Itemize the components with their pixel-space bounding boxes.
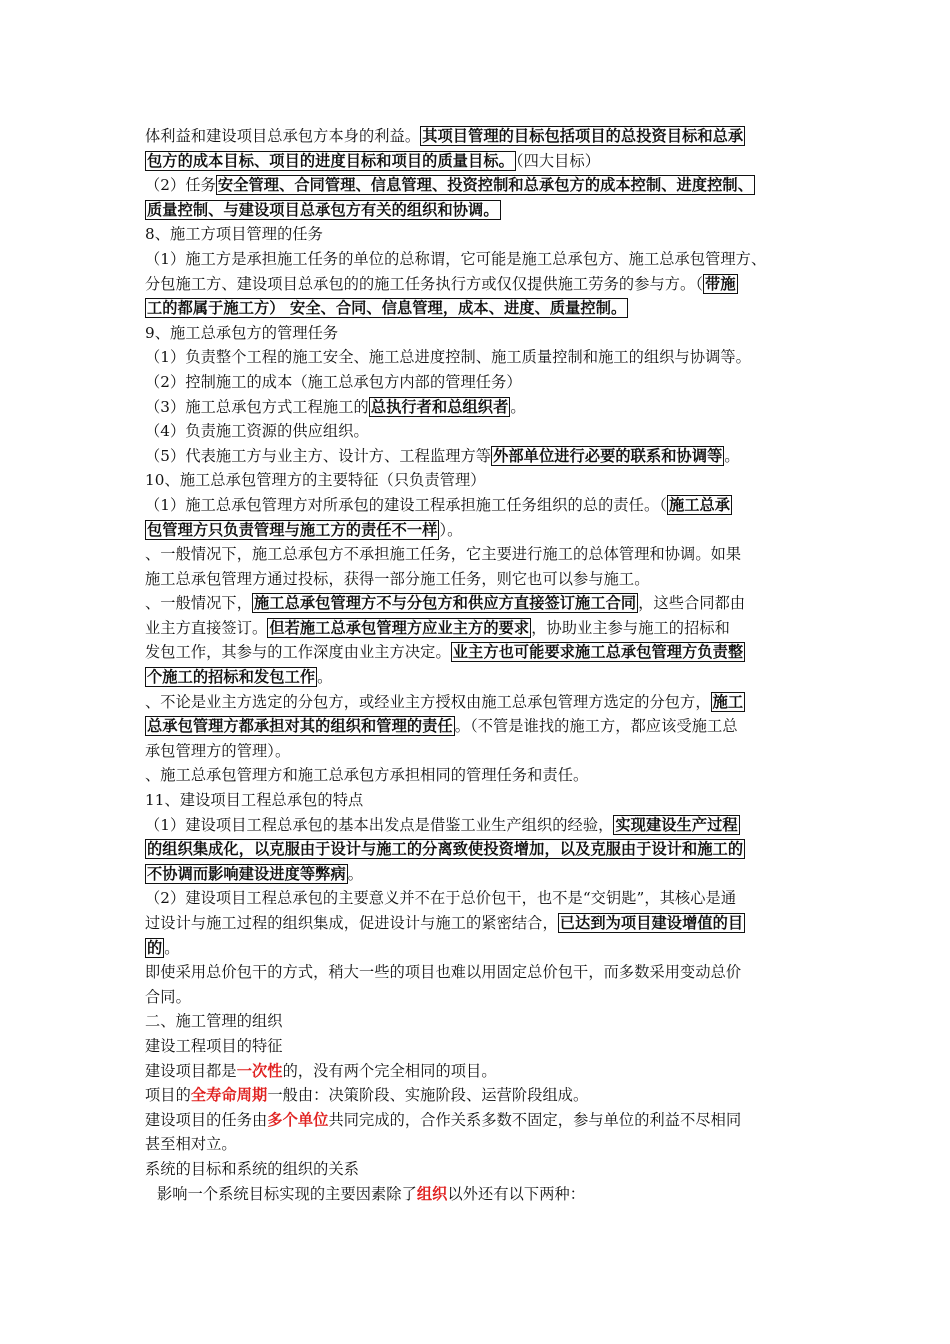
red-emphasis: 一次性 [236,1061,283,1080]
plain-text: 。 [317,668,333,687]
plain-text: 的，没有两个完全相同的项目。 [282,1061,497,1080]
text-line [145,690,813,715]
boxed-highlight: 施工 [712,692,744,711]
boxed-highlight: 总执行者和总组织者 [370,397,509,416]
boxed-highlight: 的组织集成化，以克服由于设计与施工的分离致使投资增加，以及克服由于设计和施工的 [147,840,744,859]
text-line [145,444,813,469]
red-emphasis: 全寿命周期 [190,1086,268,1105]
text-line [145,1132,813,1157]
plain-text: （1）负责整个工程的施工安全、施工总进度控制、施工质量控制和施工的组织与协调等。 [145,348,751,367]
red-emphasis: 组织 [416,1184,448,1203]
plain-text: 业主方直接签订。 [145,618,268,637]
document-page [145,124,813,1206]
plain-text: 9、施工总承包方的管理任务 [145,323,339,342]
boxed-highlight: 带施 [705,274,736,293]
text-line [145,518,813,543]
plain-text: 二、施工管理的组织 [145,1012,283,1031]
text-line [145,370,813,395]
text-line [145,173,813,198]
text-line [145,739,813,764]
text-line [145,862,813,887]
text-line [145,149,813,174]
text-line [145,985,813,1010]
text-line [145,321,813,346]
plain-text: ）。 [439,520,463,539]
text-line [145,1034,813,1059]
plain-text: 施工总承包管理方通过投标，获得一部分施工任务，则它也可以参与施工。 [145,569,650,588]
text-line [145,567,813,592]
text-line [145,1157,813,1182]
plain-text: （1）建设项目工程总承包的基本出发点是借鉴工业生产组织的经验， [145,815,614,834]
text-line [145,1009,813,1034]
text-line [145,960,813,985]
text-line [145,788,813,813]
text-line [145,247,813,272]
text-line [145,813,813,838]
boxed-highlight: 工的都属于施工方） 安全、合同、信息管理，成本、进度、质量控制。 [147,299,627,318]
boxed-highlight: 个施工的招标和发包工作 [147,668,316,687]
text-line [145,468,813,493]
plain-text: （5）代表施工方与业主方、设计方、工程监理方等 [145,446,492,465]
plain-text: 合同。 [145,987,191,1006]
plain-text: 即使采用总价包干的方式，稍大一些的项目也难以用固定总价包干，而多数采用变动总价 [145,963,742,982]
plain-text: 发包工作，其参与的工作深度由业主方决定。 [145,643,451,662]
plain-text: 体利益和建设项目总承包方本身的利益。 [145,127,421,145]
plain-text: （1）施工方是承担施工任务的单位的总称谓，它可能是施工总承包方、施工总承包管理方、 [145,249,767,268]
plain-text: （4）负责施工资源的供应组织。 [145,422,369,441]
plain-text: 共同完成的，合作关系多数不固定，参与单位的利益不尽相同 [328,1110,742,1129]
red-emphasis: 多个单位 [267,1110,329,1129]
plain-text: 过设计与施工过程的组织集成，促进设计与施工的紧密结合， [145,914,558,932]
plain-text: 影响一个系统目标实现的主要因素除了 [157,1184,417,1203]
text-line [145,419,813,444]
boxed-highlight: 包管理方只负责管理与施工方的责任不一样 [147,520,438,539]
text-line [145,763,813,788]
plain-text: （2）建设项目工程总承包的主要意义并不在于总价包干，也不是“交钥匙”，其核心是通 [145,889,737,908]
boxed-highlight: 外部单位进行必要的联系和协调等 [493,446,723,465]
plain-text: 建设项目都是 [145,1061,237,1080]
text-line [145,714,813,739]
boxed-highlight: 安全管理、合同管理、信息管理、投资控制和总承包方的成本控制、进度控制、 [217,176,753,195]
plain-text: 、一般情况下， [145,594,253,613]
plain-text: 甚至相对立。 [145,1135,237,1154]
boxed-highlight: 不协调而影响建设进度等弊病 [147,864,346,883]
plain-text: （四大目标） [515,151,601,170]
text-line [145,222,813,247]
plain-text: ，协助业主参与施工的招标和 [531,618,730,637]
plain-text: （2）任务 [145,176,216,195]
plain-text: ，这些合同都由 [638,594,746,613]
boxed-highlight: 但若施工总承包管理方应业主方的要求 [269,618,530,637]
plain-text: 承包管理方的管理）。 [145,741,291,760]
plain-text: 、一般情况下，施工总承包方不承担施工任务，它主要进行施工的总体管理和协调。如果 [145,545,742,564]
boxed-highlight: 施工总承包管理方不与分包方和供应方直接签订施工合同 [254,594,637,613]
text-line [145,542,813,567]
plain-text: 建设工程项目的特征 [145,1036,283,1055]
plain-text: 10、施工总承包管理方的主要特征（只负责管理） [145,471,486,490]
boxed-highlight: 其项目管理的目标包括项目的总投资目标和总承 [422,127,744,145]
plain-text: 建设项目的任务由 [145,1110,268,1129]
plain-text: 。（不管是谁找的施工方，都应该受施工总 [454,717,738,736]
boxed-highlight: 施工总承 [668,495,731,514]
plain-text: 。 [164,938,180,957]
text-line [145,395,813,420]
text-line [145,837,813,862]
text-line [145,616,813,641]
plain-text: 。 [510,397,526,416]
plain-text: 8、施工方项目管理的任务 [145,225,323,244]
text-line [145,1108,813,1133]
text-line [145,198,813,223]
plain-text: 。 [724,446,740,465]
text-line [145,911,813,936]
plain-text: 、不论是业主方选定的分包方，或经业主方授权由施工总承包管理方选定的分包方， [145,692,711,711]
text-line [145,1182,813,1207]
text-line [145,936,813,961]
plain-text: （2）控制施工的成本（施工总承包方内部的管理任务） [145,372,522,391]
plain-text: 。 [347,864,364,883]
plain-text: 项目的 [145,1086,191,1105]
text-line [145,886,813,911]
text-line [145,1059,813,1084]
plain-text: （1）施工总承包管理方对所承包的建设工程承担施工任务组织的总的责任。（ [145,495,667,514]
plain-text: 、施工总承包管理方和施工总承包方承担相同的管理任务和责任。 [145,766,589,785]
boxed-highlight: 已达到为项目建设增值的目 [559,914,744,932]
boxed-highlight: 包方的成本目标、项目的进度目标和项目的质量目标。 [147,151,514,170]
text-line [145,493,813,518]
boxed-highlight: 总承包管理方都承担对其的组织和管理的责任 [147,717,453,736]
plain-text: 以外还有以下两种： [447,1184,586,1203]
boxed-highlight: 质量控制、与建设项目总承包方有关的组织和协调。 [147,200,499,219]
plain-text: 11、建设项目工程总承包的特点 [145,791,364,810]
boxed-highlight: 实现建设生产过程 [615,815,738,834]
text-line [145,272,813,297]
plain-text: （3）施工总承包方式工程施工的 [145,397,369,416]
text-line [145,591,813,616]
text-line [145,345,813,370]
plain-text: 一般由：决策阶段、实施阶段、运营阶段组成。 [267,1086,589,1105]
plain-text: 系统的目标和系统的组织的关系 [145,1159,360,1178]
text-line [145,665,813,690]
plain-text: 分包施工方、建设项目总承包的的施工任务执行方或仅仅提供施工劳务的参与方。（ [145,274,704,293]
text-line [145,1083,813,1108]
text-line [145,124,813,149]
text-line [145,296,813,321]
text-line [145,640,813,665]
boxed-highlight: 的 [147,938,163,957]
boxed-highlight: 业主方也可能要求施工总承包管理方负责整 [452,643,744,662]
